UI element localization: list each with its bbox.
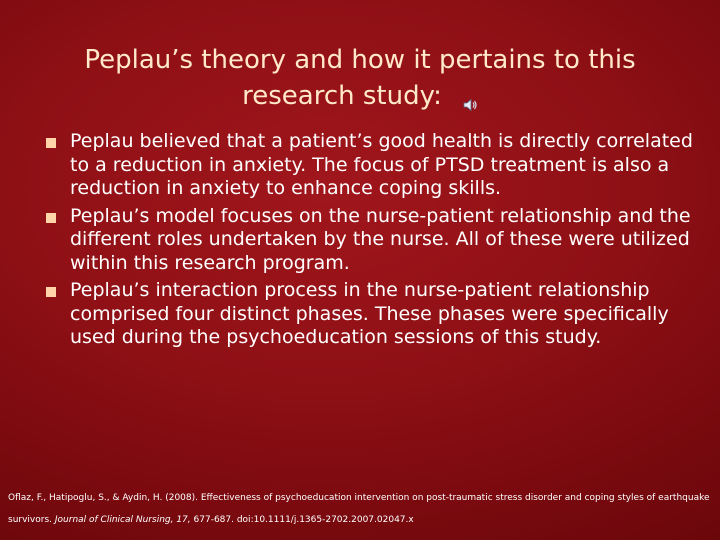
citation	[8, 487, 714, 531]
citation-authors-title: Oflaz, F., Hatipoglu, S., & Aydin, H. (2008). Effectiveness of psychoeducation intervention on post-traumatic stress disorder and coping styles of earthquake survivors.	[8, 493, 710, 525]
bullet-item	[44, 130, 699, 201]
square-bullet-icon	[46, 138, 56, 148]
slide-title	[40, 42, 680, 114]
bullet-item	[44, 279, 699, 350]
bullet-list	[44, 130, 699, 354]
square-bullet-icon	[46, 287, 56, 297]
square-bullet-icon	[46, 213, 56, 223]
bullet-item	[44, 205, 699, 276]
title-line-2: research study:	[242, 81, 442, 111]
bullet-text: Peplau’s model focuses on the nurse-patient relationship and the different roles undertaken by the nurse. All of these were utilized within this research program.	[70, 204, 691, 274]
speaker-icon[interactable]	[462, 87, 478, 103]
title-line-1: Peplau’s theory and how it pertains to this	[84, 45, 636, 75]
bullet-text: Peplau’s interaction process in the nurse-patient relationship comprised four distinct phases. These phases were specifically used during the psychoeducation sessions of this study.	[70, 279, 669, 348]
citation-pages-doi: 677-687. doi:10.1111/j.1365-2702.2007.02047.x	[190, 515, 414, 525]
bullet-text: Peplau believed that a patient’s good health is directly correlated to a reduction in anxiety. The focus of PTSD treatment is also a reduction in anxiety to enhance coping skills.	[70, 130, 693, 199]
citation-journal: Journal of Clinical Nursing, 17,	[54, 515, 191, 525]
